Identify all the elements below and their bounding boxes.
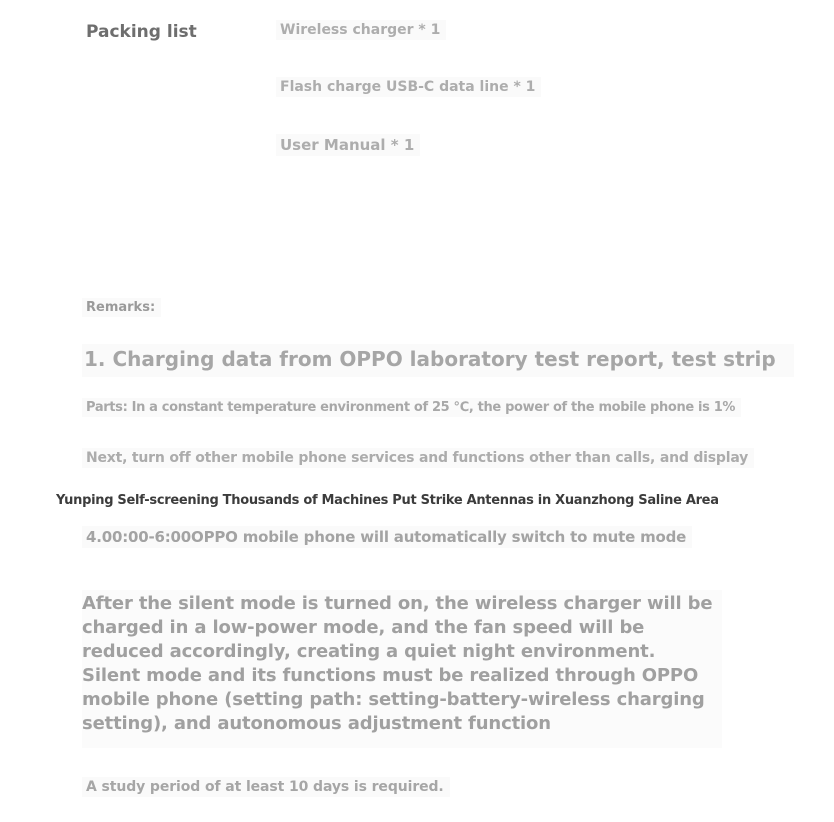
packing-item-user-manual: User Manual * 1 bbox=[276, 134, 420, 156]
silent-mode-line: mobile phone (setting path: setting-battery-wireless charging bbox=[82, 689, 705, 710]
packing-list-title: Packing list bbox=[86, 22, 197, 42]
packing-item-wireless-charger: Wireless charger * 1 bbox=[276, 20, 446, 40]
remark-note-study-period: A study period of at least 10 days is required. bbox=[82, 777, 450, 797]
silent-mode-line: After the silent mode is turned on, the wireless charger will be bbox=[82, 593, 713, 614]
remark-note-charging-data: 1. Charging data from OPPO laboratory test report, test strip bbox=[82, 344, 794, 377]
silent-mode-line: reduced accordingly, creating a quiet night environment. bbox=[82, 641, 656, 662]
packing-item-usb-c-cable: Flash charge USB-C data line * 1 bbox=[276, 77, 541, 97]
remarks-label: Remarks: bbox=[82, 298, 161, 317]
silent-mode-line: Silent mode and its functions must be realized through OPPO bbox=[82, 665, 699, 686]
remark-note-services-off: Next, turn off other mobile phone services and functions other than calls, and display bbox=[82, 448, 754, 468]
remark-note-mute-mode: 4.00:00-6:00OPPO mobile phone will automatically switch to mute mode bbox=[82, 526, 692, 548]
remark-note-test-conditions: Parts: In a constant temperature environment of 25 ℃, the power of the mobile phone is 1% bbox=[82, 398, 741, 417]
silent-mode-line: charged in a low-power mode, and the fan speed will be bbox=[82, 617, 645, 638]
silent-mode-line: setting), and autonomous adjustment function bbox=[82, 713, 551, 734]
remark-note-silent-mode bbox=[82, 590, 722, 748]
overlay-caption: Yunping Self-screening Thousands of Machines Put Strike Antennas in Xuanzhong Saline Area bbox=[56, 493, 719, 508]
